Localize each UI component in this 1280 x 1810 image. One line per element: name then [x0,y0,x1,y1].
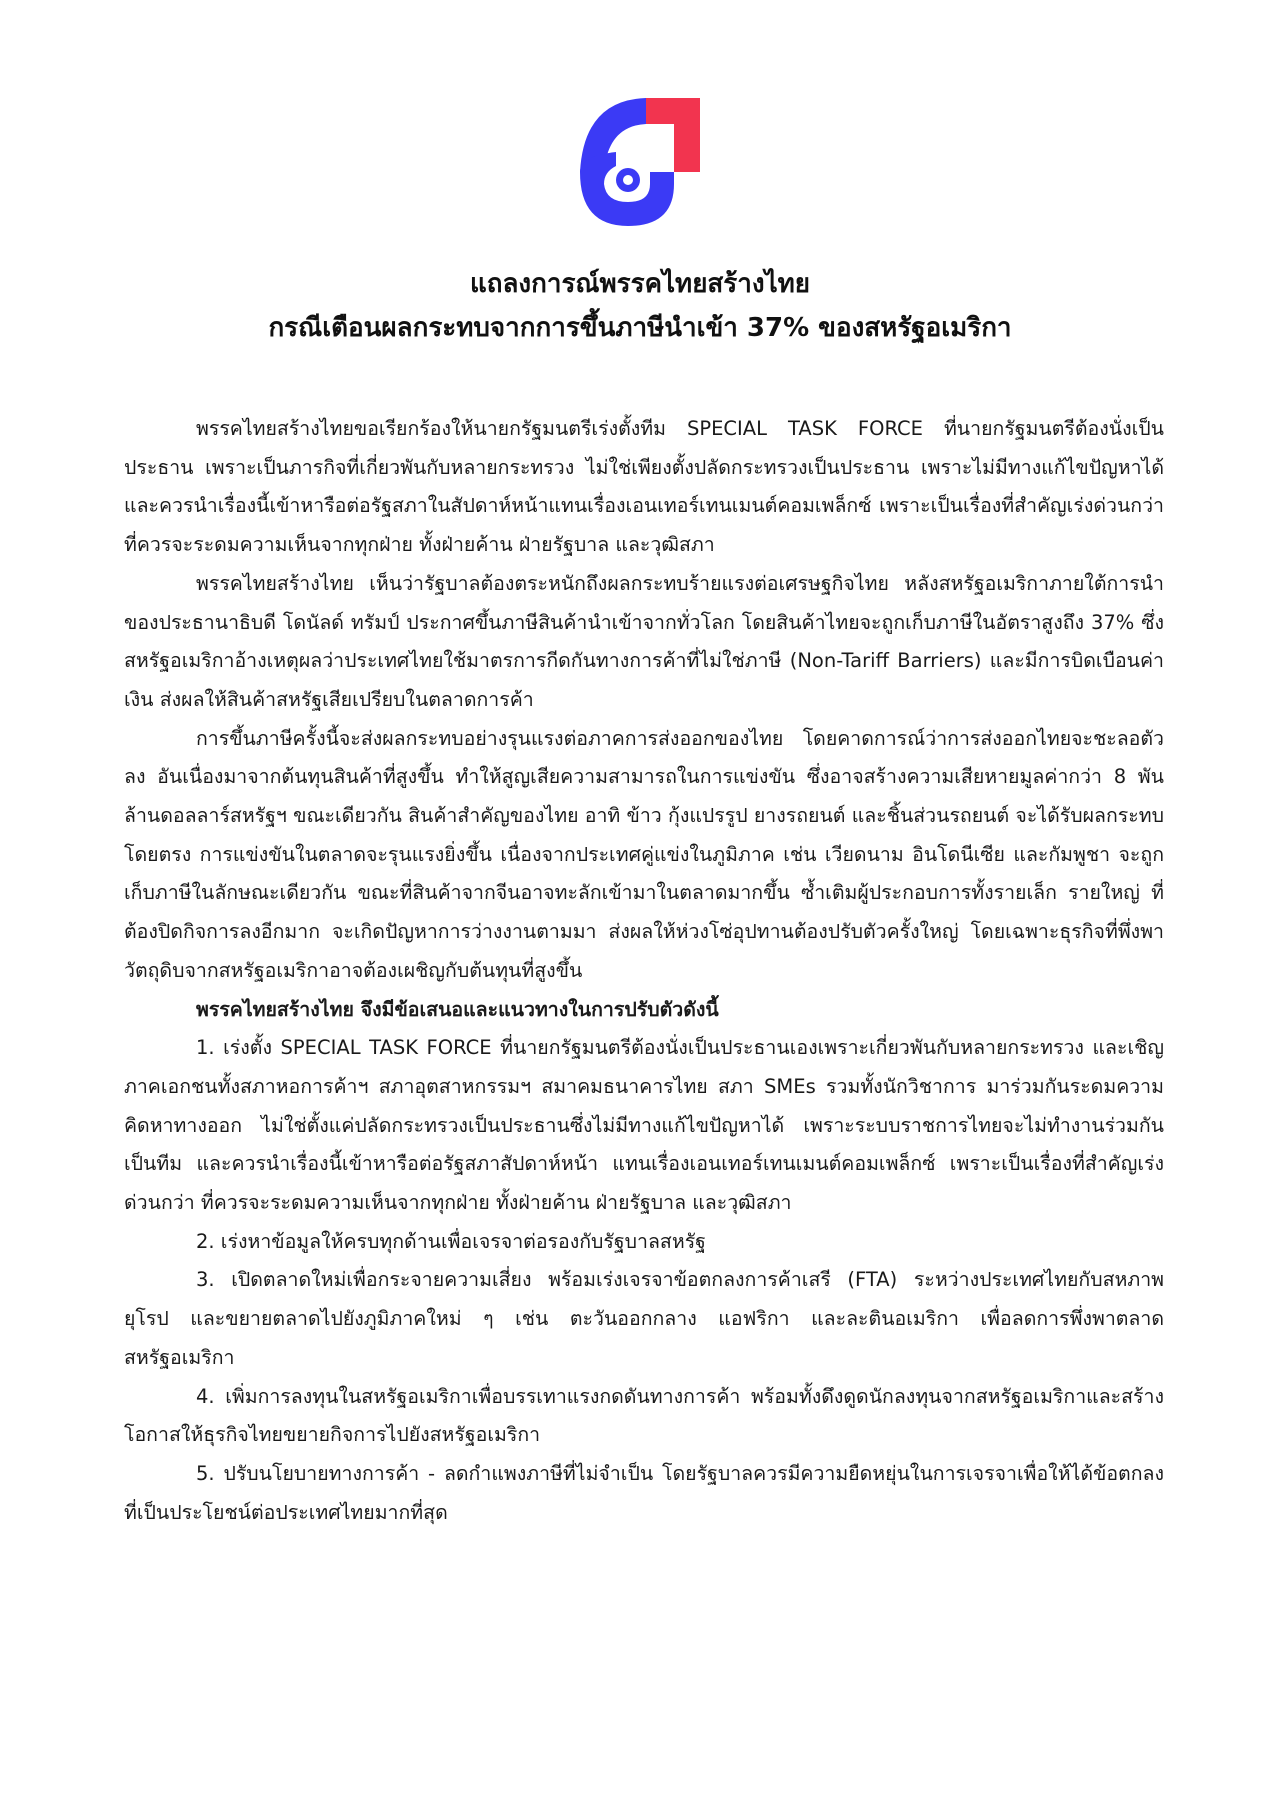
proposal-item: 1. เร่งตั้ง SPECIAL TASK FORCE ที่นายกรัฐมนตรีต้องนั่งเป็นประธานเองเพราะเกี่ยวพันกับหลายกระทรวง และเชิญภาคเอกชนทั้งสภาหอการค้าฯ สภาอุตสาหกรรมฯ สมาคมธนาคารไทย สภา SMEs รวมทั้งนักวิชาการ มาร่วมกันระดมความคิดหาทางออก ไม่ใช่ตั้งแค่ปลัดกระทรวงเป็นประธานซึ่งไม่มีทางแก้ไขปัญหาได้ เพราะระบบราชการไทยจะไม่ทำงานร่วมกันเป็นทีม และควรนำเรื่องนี้เข้าหารือต่อรัฐสภาสัปดาห์หน้า แทนเรื่องเอนเทอร์เทนเมนต์คอมเพล็กซ์ เพราะเป็นเรื่องที่สำคัญเร่งด่วนกว่า ที่ควรจะระดมความเห็นจากทุกฝ่าย ทั้งฝ่ายค้าน ฝ่ายรัฐบาล และวุฒิสภา [124,1036,1164,1215]
title-block [100,262,1180,350]
paragraph: พรรคไทยสร้างไทย เห็นว่ารัฐบาลต้องตระหนักถึงผลกระทบร้ายแรงต่อเศรษฐกิจไทย หลังสหรัฐอเมริกาภายใต้การนำของประธานาธิบดี โดนัลด์ ทรัมป์ ประกาศขึ้นภาษีสินค้านำเข้าจากทั่วโลก โดยสินค้าไทยจะถูกเก็บภาษีในอัตราสูงถึง 37% ซึ่งสหรัฐอเมริกาอ้างเหตุผลว่าประเทศไทยใช้มาตรการกีดกันทางการค้าที่ไม่ใช่ภาษี (Non-Tariff Barriers) และมีการบิดเบือนค่าเงิน ส่งผลให้สินค้าสหรัฐเสียเปรียบในตลาดการค้า [124,571,1164,711]
paragraph: พรรคไทยสร้างไทยขอเรียกร้องให้นายกรัฐมนตรีเร่งตั้งทีม SPECIAL TASK FORCE ที่นายกรัฐมนตรีต้องนั่งเป็นประธาน เพราะเป็นภารกิจที่เกี่ยวพันกับหลายกระทรวง ไม่ใช่เพียงตั้งปลัดกระทรวงเป็นประธาน เพราะไม่มีทางแก้ไขปัญหาได้ และควรนำเรื่องนี้เข้าหารือต่อรัฐสภาในสัปดาห์หน้าแทนเรื่องเอนเทอร์เทนเมนต์คอมเพล็กซ์ เพราะเป็นเรื่องที่สำคัญเร่งด่วนกว่าที่ควรจะระดมความเห็นจากทุกฝ่าย ทั้งฝ่ายค้าน ฝ่ายรัฐบาล และวุฒิสภา [124,417,1164,557]
proposal-item: 4. เพิ่มการลงทุนในสหรัฐอเมริกาเพื่อบรรเทาแรงกดดันทางการค้า พร้อมทั้งดึงดูดนักลงทุนจากสหรัฐอเมริกาและสร้างโอกาสให้ธุรกิจไทยขยายกิจการไปยังสหรัฐอเมริกา [124,1384,1164,1447]
proposal-item: 5. ปรับนโยบายทางการค้า - ลดกำแพงภาษีที่ไม่จำเป็น โดยรัฐบาลควรมีความยืดหยุ่นในการเจรจาเพื่อให้ได้ข้อตกลงที่เป็นประโยชน์ต่อประเทศไทยมากที่สุด [124,1461,1164,1524]
party-logo-icon [570,92,710,232]
page-subtitle: กรณีเตือนผลกระทบจากการขึ้นภาษีนำเข้า 37% ของสหรัฐอเมริกา [268,313,1012,343]
statement-body [124,410,1164,1532]
page-title: แถลงการณ์พรรคไทยสร้างไทย [469,269,811,299]
paragraph: การขึ้นภาษีครั้งนี้จะส่งผลกระทบอย่างรุนแรงต่อภาคการส่งออกของไทย โดยคาดการณ์ว่าการส่งออกไทยจะชะลอตัวลง อันเนื่องมาจากต้นทุนสินค้าที่สูงขึ้น ทำให้สูญเสียความสามารถในการแข่งขัน ซึ่งอาจสร้างความเสียหายมูลค่ากว่า 8 พันล้านดอลลาร์สหรัฐฯ ขณะเดียวกัน สินค้าสำคัญของไทย อาทิ ข้าว กุ้งแปรรูป ยางรถยนต์ และชิ้นส่วนรถยนต์ จะได้รับผลกระทบโดยตรง การแข่งขันในตลาดจะรุนแรงยิ่งขึ้น เนื่องจากประเทศคู่แข่งในภูมิภาค เช่น เวียดนาม อินโดนีเซีย และกัมพูชา จะถูกเก็บภาษีในลักษณะเดียวกัน ขณะที่สินค้าจากจีนอาจทะลักเข้ามาในตลาดมากขึ้น ซ้ำเติมผู้ประกอบการทั้งรายเล็ก รายใหญ่ ที่ต้องปิดกิจการลงอีกมาก จะเกิดปัญหาการว่างงานตามมา ส่งผลให้ห่วงโซ่อุปทานต้องปรับตัวครั้งใหญ่ โดยเฉพาะธุรกิจที่พึ่งพาวัตถุดิบจากสหรัฐอเมริกาอาจต้องเผชิญกับต้นทุนที่สูงขึ้น [124,726,1164,982]
proposal-item: 3. เปิดตลาดใหม่เพื่อกระจายความเสี่ยง พร้อมเร่งเจรจาข้อตกลงการค้าเสรี (FTA) ระหว่างประเทศไทยกับสหภาพยุโรป และขยายตลาดไปยังภูมิภาคใหม่ ๆ เช่น ตะวันออกกลาง แอฟริกา และละตินอเมริกา เพื่อลดการพึ่งพาตลาดสหรัฐอเมริกา [124,1268,1164,1369]
proposals-heading: พรรคไทยสร้างไทย จึงมีข้อเสนอและแนวทางในการปรับตัวดังนี้ [196,997,719,1021]
proposal-item: 2. เร่งหาข้อมูลให้ครบทุกด้านเพื่อเจรจาต่อรองกับรัฐบาลสหรัฐ [196,1229,706,1253]
